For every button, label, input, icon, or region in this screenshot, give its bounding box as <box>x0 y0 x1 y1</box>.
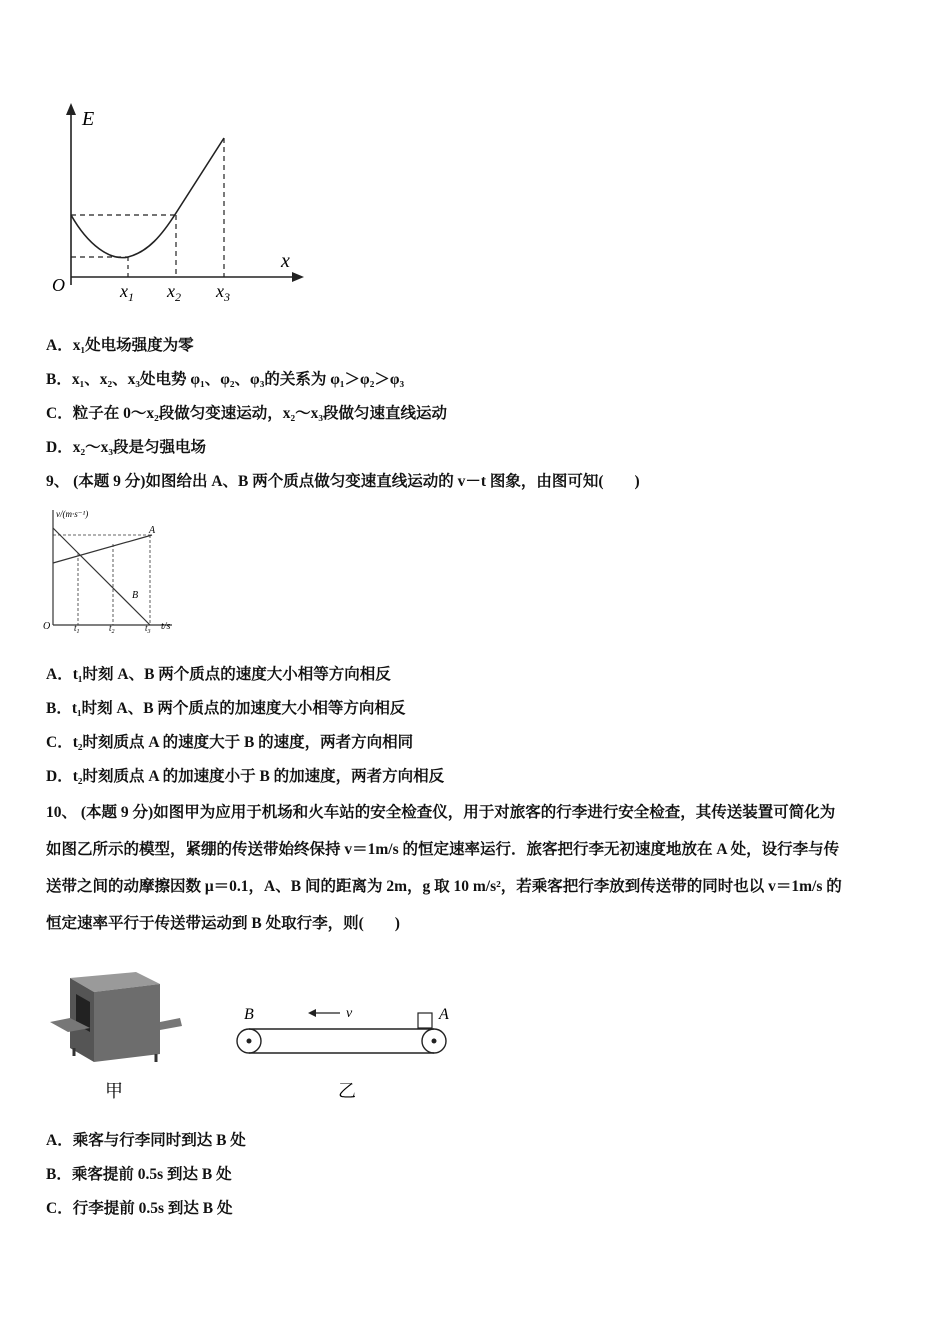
q9-option-a: A．t₁时刻 A、B 两个质点的速度大小相等方向相反 <box>46 666 391 683</box>
q9-option-d: D．t₂时刻质点 A 的加速度小于 B 的加速度，两者方向相反 <box>46 768 445 785</box>
t1-label: $t_1$ <box>74 623 80 635</box>
line-a <box>53 535 152 563</box>
q9-stem: 9、 (本题 9 分)如图给出 A、B 两个质点做匀变速直线运动的 v－t 图象，由图可知( ) <box>46 473 640 490</box>
x2-tick-label: $x_2$ <box>167 281 181 304</box>
t3-label: $t_3$ <box>145 623 151 635</box>
q10-stem-line-2: 如图乙所示的模型，紧绷的传送带始终保持 v＝1m/s 的恒定速率运行．旅客把行李无初速度地放在 A 处，设行李与传 <box>46 841 840 858</box>
figure-yi-caption: 乙 <box>338 1081 356 1101</box>
q10-option-a: A．乘客与行李同时到达 B 处 <box>46 1132 246 1149</box>
left-roller-axle <box>247 1039 252 1044</box>
e-curve <box>71 138 224 258</box>
q8-option-b: B．x₁、x₂、x₃处电势 φ₁、φ₂、φ₃的关系为 φ₁＞φ₂＞φ₃ <box>46 371 405 388</box>
t2-label: $t_2$ <box>109 623 115 635</box>
luggage-box <box>418 1013 432 1028</box>
q8-option-d: D．x₂～x₃段是匀强电场 <box>46 439 206 456</box>
v-t-graph <box>40 500 190 640</box>
q8-option-c: C．粒子在 0～x₂段做匀变速运动，x₂～x₃段做匀速直线运动 <box>46 405 448 422</box>
belt-label-a: A <box>439 1006 449 1023</box>
conveyor-figure <box>230 995 460 1105</box>
q10-option-c: C．行李提前 0.5s 到达 B 处 <box>46 1200 233 1217</box>
e-axis-label: E <box>82 108 95 130</box>
q10-stem-line-3: 送带之间的动摩擦因数 μ＝0.1，A、B 间的距离为 2m，g 取 10 m/s²，若乘客把行李放到传送带的同时也以 v＝1m/s 的 <box>46 878 842 895</box>
x-axis-label: x <box>281 250 290 272</box>
vt-origin-label: O <box>43 621 51 632</box>
e-axis-arrow <box>66 103 76 115</box>
q9-option-b: B．t₁时刻 A、B 两个质点的加速度大小相等方向相反 <box>46 700 406 717</box>
line-b <box>53 528 150 625</box>
q9-option-c: C．t₂时刻质点 A 的速度大于 B 的速度，两者方向相同 <box>46 734 414 751</box>
scanner-body <box>94 984 160 1062</box>
scanner-belt-right <box>160 1018 182 1030</box>
t-axis-label: t/s <box>161 621 171 632</box>
origin-label: O <box>52 275 65 295</box>
belt-label-b: B <box>244 1006 254 1023</box>
x1-tick-label: $x_1$ <box>120 281 134 304</box>
q10-stem <box>46 794 904 942</box>
x3-tick-label: $x_3$ <box>216 281 230 304</box>
x-axis-arrow <box>292 272 304 282</box>
line-a-label: A <box>149 525 156 536</box>
v-axis-label: v/(m·s⁻¹) <box>56 509 89 519</box>
velocity-label: v <box>346 1006 353 1021</box>
e-x-graph <box>40 95 320 310</box>
scanner-figure <box>48 970 183 1105</box>
line-b-label: B <box>132 590 139 601</box>
figure-jia-caption: 甲 <box>105 1081 123 1101</box>
q10-stem-line-1: 10、 (本题 9 分)如图甲为应用于机场和火车站的安全检查仪，用于对旅客的行李进行安全检查，其传送装置可简化为 <box>46 804 836 821</box>
velocity-arrowhead <box>308 1009 316 1017</box>
q10-option-b: B．乘客提前 0.5s 到达 B 处 <box>46 1166 232 1183</box>
right-roller-axle <box>432 1039 437 1044</box>
q10-stem-line-4: 恒定速率平行于传送带运动到 B 处取行李，则( ) <box>46 915 400 932</box>
q8-option-a: A．x₁处电场强度为零 <box>46 337 194 354</box>
